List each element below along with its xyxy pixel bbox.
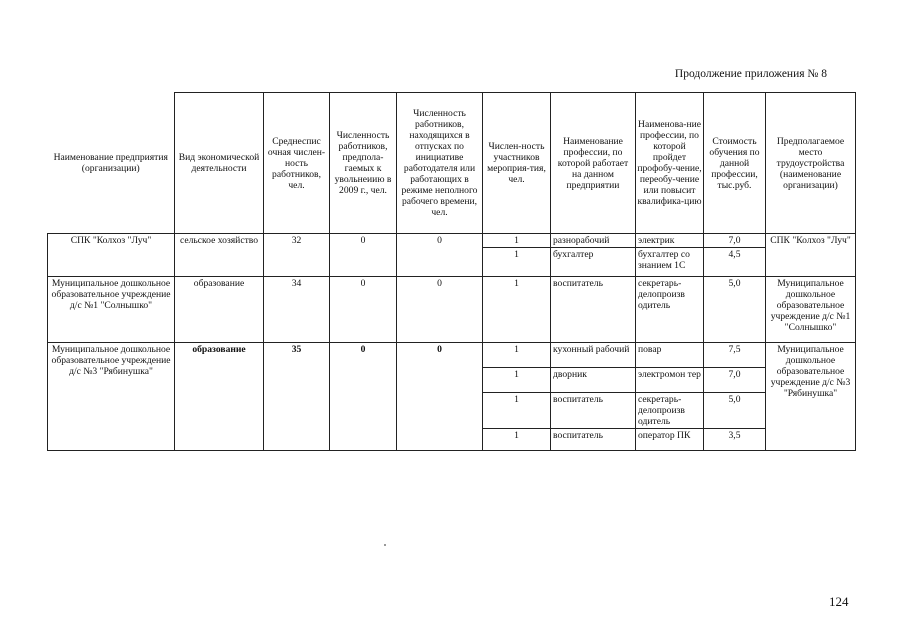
- header-activity: Вид экономической деятельности: [175, 93, 264, 234]
- cell-profession: воспитатель: [551, 393, 636, 429]
- header-profession: Наименование профессии, по которой работает на данном предприятии: [551, 93, 636, 234]
- cell-profession: бухгалтер: [551, 248, 636, 277]
- cell-new-profession: бухгалтер со знанием 1С: [636, 248, 704, 277]
- header-avg: Среднеспис очная числен-ность работников, чел.: [264, 93, 330, 234]
- cell-placement: Муниципальное дошкольное образовательное учреждение д/с №3 "Рябинушка": [766, 343, 856, 451]
- cell-dismiss-count: 0: [330, 234, 397, 277]
- cell-new-profession: повар: [636, 343, 704, 368]
- table-row: [48, 343, 856, 368]
- cell-cost: 5,0: [704, 393, 766, 429]
- cell-profession: разнорабочий: [551, 234, 636, 248]
- cell-cost: 7,0: [704, 368, 766, 393]
- table-body: [48, 93, 856, 451]
- cell-cost: 3,5: [704, 429, 766, 451]
- cell-leave-count: 0: [397, 277, 483, 343]
- cell-org-name: Муниципальное дошкольное образовательное учреждение д/с №1 "Солнышко": [48, 277, 175, 343]
- appendix-caption: Продолжение приложения № 8: [674, 68, 827, 80]
- cell-avg-count: 32: [264, 234, 330, 277]
- cell-avg-count: 34: [264, 277, 330, 343]
- cell-new-profession: секретарь-делопроизв одитель: [636, 277, 704, 343]
- cell-new-profession: электрик: [636, 234, 704, 248]
- header-placement: Предполагаемое место трудоустройства (наименование организации): [766, 93, 856, 234]
- cell-participants: 1: [483, 343, 551, 368]
- cell-participants: 1: [483, 277, 551, 343]
- cell-placement: Муниципальное дошкольное образовательное учреждение д/с №1 "Солнышко": [766, 277, 856, 343]
- cell-cost: 7,0: [704, 234, 766, 248]
- header-name: Наименование предприятия (организации): [48, 93, 175, 234]
- header-dismiss: Численность работников, предпола-гаемых к увольнеиию в 2009 г., чел.: [330, 93, 397, 234]
- cell-participants: 1: [483, 393, 551, 429]
- table-row: [48, 234, 856, 248]
- cell-org-name: СПК "Колхоз "Луч": [48, 234, 175, 277]
- cell-avg-count: 35: [264, 343, 330, 451]
- cell-profession: кухонный рабочий: [551, 343, 636, 368]
- header-leave: Численность работников, находящихся в отпусках по инициативе работодателя или работающих в режиме неполного рабочего времени, чел.: [397, 93, 483, 234]
- cell-participants: 1: [483, 248, 551, 277]
- cell-profession: дворник: [551, 368, 636, 393]
- cell-participants: 1: [483, 429, 551, 451]
- page-number: 124: [829, 594, 849, 609]
- cell-dismiss-count: 0: [330, 277, 397, 343]
- header-participants: Числен-ность участников мероприя-тия, чел.: [483, 93, 551, 234]
- cell-dismiss-count: 0: [330, 343, 397, 451]
- header-cost: Стоимость обучения по данной профессии, тыс.руб.: [704, 93, 766, 234]
- header-new-profession: Наименова-ние профессии, по которой пройдет профобу-чение, переобу-чение или повысит квалифика-цию: [636, 93, 704, 234]
- cell-profession: воспитатель: [551, 429, 636, 451]
- header-row: [48, 93, 856, 234]
- cell-activity: сельское хозяйство: [175, 234, 264, 277]
- table-row: [48, 277, 856, 343]
- scan-dot: [384, 544, 386, 546]
- employment-table: [47, 92, 856, 451]
- cell-activity: образование: [175, 277, 264, 343]
- cell-new-profession: секретарь-делопроизв одитель: [636, 393, 704, 429]
- cell-profession: воспитатель: [551, 277, 636, 343]
- cell-leave-count: 0: [397, 343, 483, 451]
- cell-new-profession: электромон тер: [636, 368, 704, 393]
- cell-new-profession: оператор ПК: [636, 429, 704, 451]
- cell-cost: 5,0: [704, 277, 766, 343]
- cell-cost: 4,5: [704, 248, 766, 277]
- cell-participants: 1: [483, 368, 551, 393]
- cell-activity: образование: [175, 343, 264, 451]
- cell-placement: СПК "Колхоз "Луч": [766, 234, 856, 277]
- cell-cost: 7,5: [704, 343, 766, 368]
- cell-participants: 1: [483, 234, 551, 248]
- cell-leave-count: 0: [397, 234, 483, 277]
- cell-org-name: Муниципальное дошкольное образовательное учреждение д/с №3 "Рябинушка": [48, 343, 175, 451]
